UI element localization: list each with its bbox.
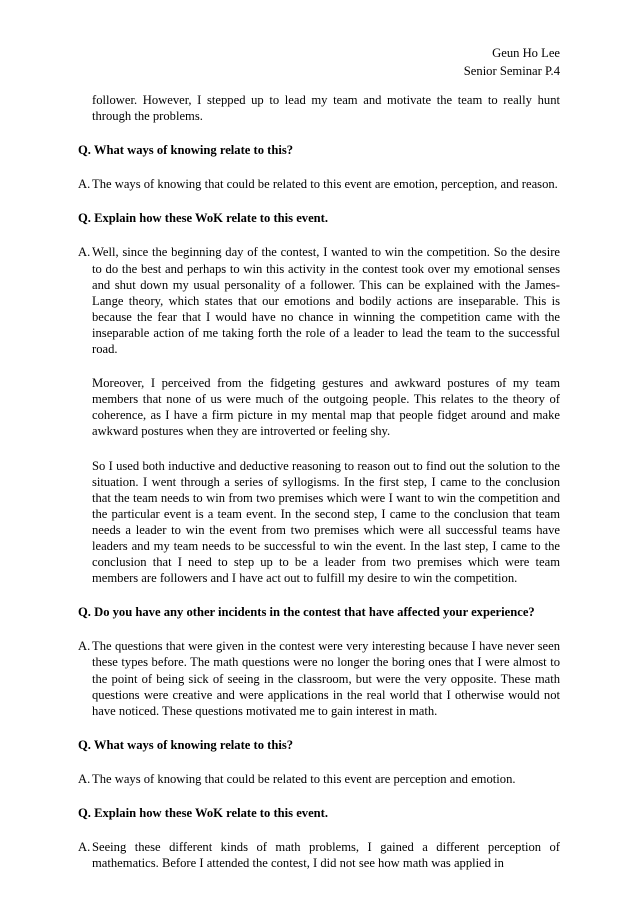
answer-marker: A. (78, 840, 91, 855)
answer-text: The ways of knowing that could be related to this event are perception and emotion. (92, 771, 516, 786)
question-1: Q. What ways of knowing relate to this? (78, 143, 294, 158)
page-header (464, 44, 560, 80)
continuation-paragraph: follower. However, I stepped up to lead my team and motivate the team to really hunt through the problems. (92, 93, 560, 124)
question-3: Q. Do you have any other incidents in the contest that have affected your experience? (78, 605, 535, 620)
answer-2 (78, 244, 560, 357)
answer-text: The questions that were given in the contest were very interesting because I have never seen these types before. The math questions were no longer the boring ones that I were almost to the point of being sick of seeing in the classroom, but were the very opposite. These math questions were creative and were applications in the real world that I otherwise would not have noticed. These questions motivated me to gain interest in math. (92, 639, 560, 718)
answer-2-paragraph-3: So I used both inductive and deductive reasoning to reason out to find out the solution to the situation. I went through a series of syllogisms. In the first step, I came to the conclusion that the team needs to win from two premises which were I want to win the competition and the particular event is a team event. In the second step, I came to the conclusion that team needs a leader to win the event from two premises which were all successful teams have leaders and my team needs to be successful to win the event. In the last step, I came to the conclusion that I need to step up to be a leader from two premises which were team members are followers and I have act out to fulfill my desire to win the competition. (92, 458, 560, 586)
answer-marker: A. (78, 771, 91, 786)
question-4: Q. What ways of knowing relate to this? (78, 737, 294, 752)
question-2: Q. Explain how these WoK relate to this event. (78, 211, 329, 226)
answer-text: The ways of knowing that could be related to this event are emotion, perception, and reason. (92, 177, 558, 192)
answer-5 (78, 839, 560, 871)
answer-marker: A. (78, 639, 91, 654)
document-body (78, 92, 560, 889)
answer-3 (78, 638, 560, 718)
answer-2-paragraph-2: Moreover, I perceived from the fidgeting gestures and awkward postures of my team members that none of us were much of the outgoing people. This relates to the theory of coherence, as I have a firm picture in my mental map that people fidget around and make awkward postures when they are introverted or feeling shy. (92, 376, 560, 439)
author-name: Geun Ho Lee (492, 46, 560, 60)
answer-4 (78, 771, 560, 787)
answer-text: Well, since the beginning day of the contest, I wanted to win the competition. So the desire to do the best and perhaps to win this activity in the contest took over my emotional senses and shut down my usual personality of a follower. This can be explained with the James-Lange theory, which states that our emotions and bodily actions are inseparable. This is because the fear that I would have no chance in winning the competition came with the inseparable action of me taking forth the role of a leader to lead the team to the successful road. (92, 245, 560, 357)
answer-1 (78, 176, 560, 192)
answer-marker: A. (78, 177, 91, 192)
question-5: Q. Explain how these WoK relate to this event. (78, 806, 329, 820)
answer-text: Seeing these different kinds of math problems, I gained a different perception of mathematics. Before I attended the contest, I did not see how math was applied in (92, 840, 560, 871)
course-name: Senior Seminar P.4 (463, 64, 560, 78)
answer-marker: A. (78, 245, 91, 260)
